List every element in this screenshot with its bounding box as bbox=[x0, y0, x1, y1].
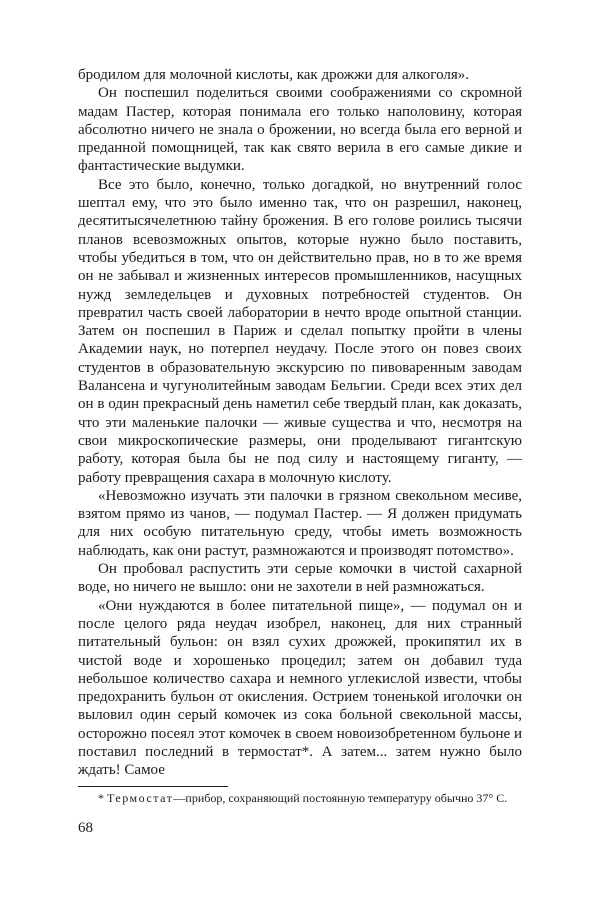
footnote-term: Термостат bbox=[107, 790, 174, 805]
body-text bbox=[78, 66, 522, 780]
page-number: 68 bbox=[78, 819, 93, 836]
paragraph-4: «Невозможно изучать эти палочки в грязном свекольном месиве, взятом прямо из чанов, — подумал Пастер. — Я должен придумать для них особую питательную среду, чтобы иметь возможность наблюдать, как они растут, размножаются и производят потомство». bbox=[78, 487, 522, 559]
book-page bbox=[78, 66, 522, 837]
paragraph-5: Он пробовал распустить эти серые комочки в чистой сахарной воде, но ничего не вышло: они не захотели в ней размножаться. bbox=[78, 561, 522, 596]
footnote-text: —прибор, сохраняющий постоянную температуру обычно 37° С. bbox=[173, 790, 508, 805]
footnote-divider bbox=[78, 786, 228, 787]
footnote-marker: * bbox=[98, 790, 107, 805]
paragraph-3: Все это было, конечно, только догадкой, но внутренний голос шептал ему, что это было именно так, что он разрешил, наконец, десятитысячелетнюю тайну брожения. В его голове роились тысячи планов всевозможных опытов, которые нужно было поставить, чтобы убедиться в том, что он действительно прав, но в то же время он не забывал и жизненных интересов промышленников, насущных нужд земледельцев и духовных потребностей студентов. Он превратил часть своей лаборатории в нечто вроде опытной станции. Затем он поспешил в Париж и сделал попытку пройти в члены Академии наук, но потерпел неудачу. После этого он повез своих студентов в образовательную экскурсию по пивоваренным заводам Валансена и чугунолитейным заводам Бельгии. Среди всех этих дел он в один прекрасный день наметил себе твердый план, как доказать, что эти маленькие палочки — живые существа и что, несмотря на свои микроскопические размеры, они проделывают гигантскую работу, которая была бы не под силу и настоящему гиганту, — работу превращения сахара в молочную кислоту. bbox=[78, 176, 522, 486]
paragraph-6: «Они нуждаются в более питательной пище», — подумал он и после целого ряда неудач изобрел, наконец, для них странный питательный бульон: он взял сухих дрожжей, прокипятил их в чистой воде и хорошенько процедил; затем он добавил туда небольшое количество сахара и немного углекислой извести, чтобы предохранить бульон от окисления. Острием тоненькой иголочки он выловил один серый комочек из сока больной свекольной массы, осторожно посеял этот комочек в своем новоизобретенном бульоне и поставил последний в термостат*. А затем... затем нужно было ждать! Самое bbox=[78, 597, 522, 779]
paragraph-1: бродилом для молочной кислоты, как дрожжи для алкоголя». bbox=[78, 67, 470, 83]
paragraph-2: Он поспешил поделиться своими соображениями со скромной мадам Пастер, которая понимала его только наполовину, которая абсолютно ничего не знала о брожении, но всегда была его верной и преданной помощницей, так как свято верила в его самые дикие и фантастические выдумки. bbox=[78, 85, 522, 175]
footnote bbox=[78, 791, 522, 806]
